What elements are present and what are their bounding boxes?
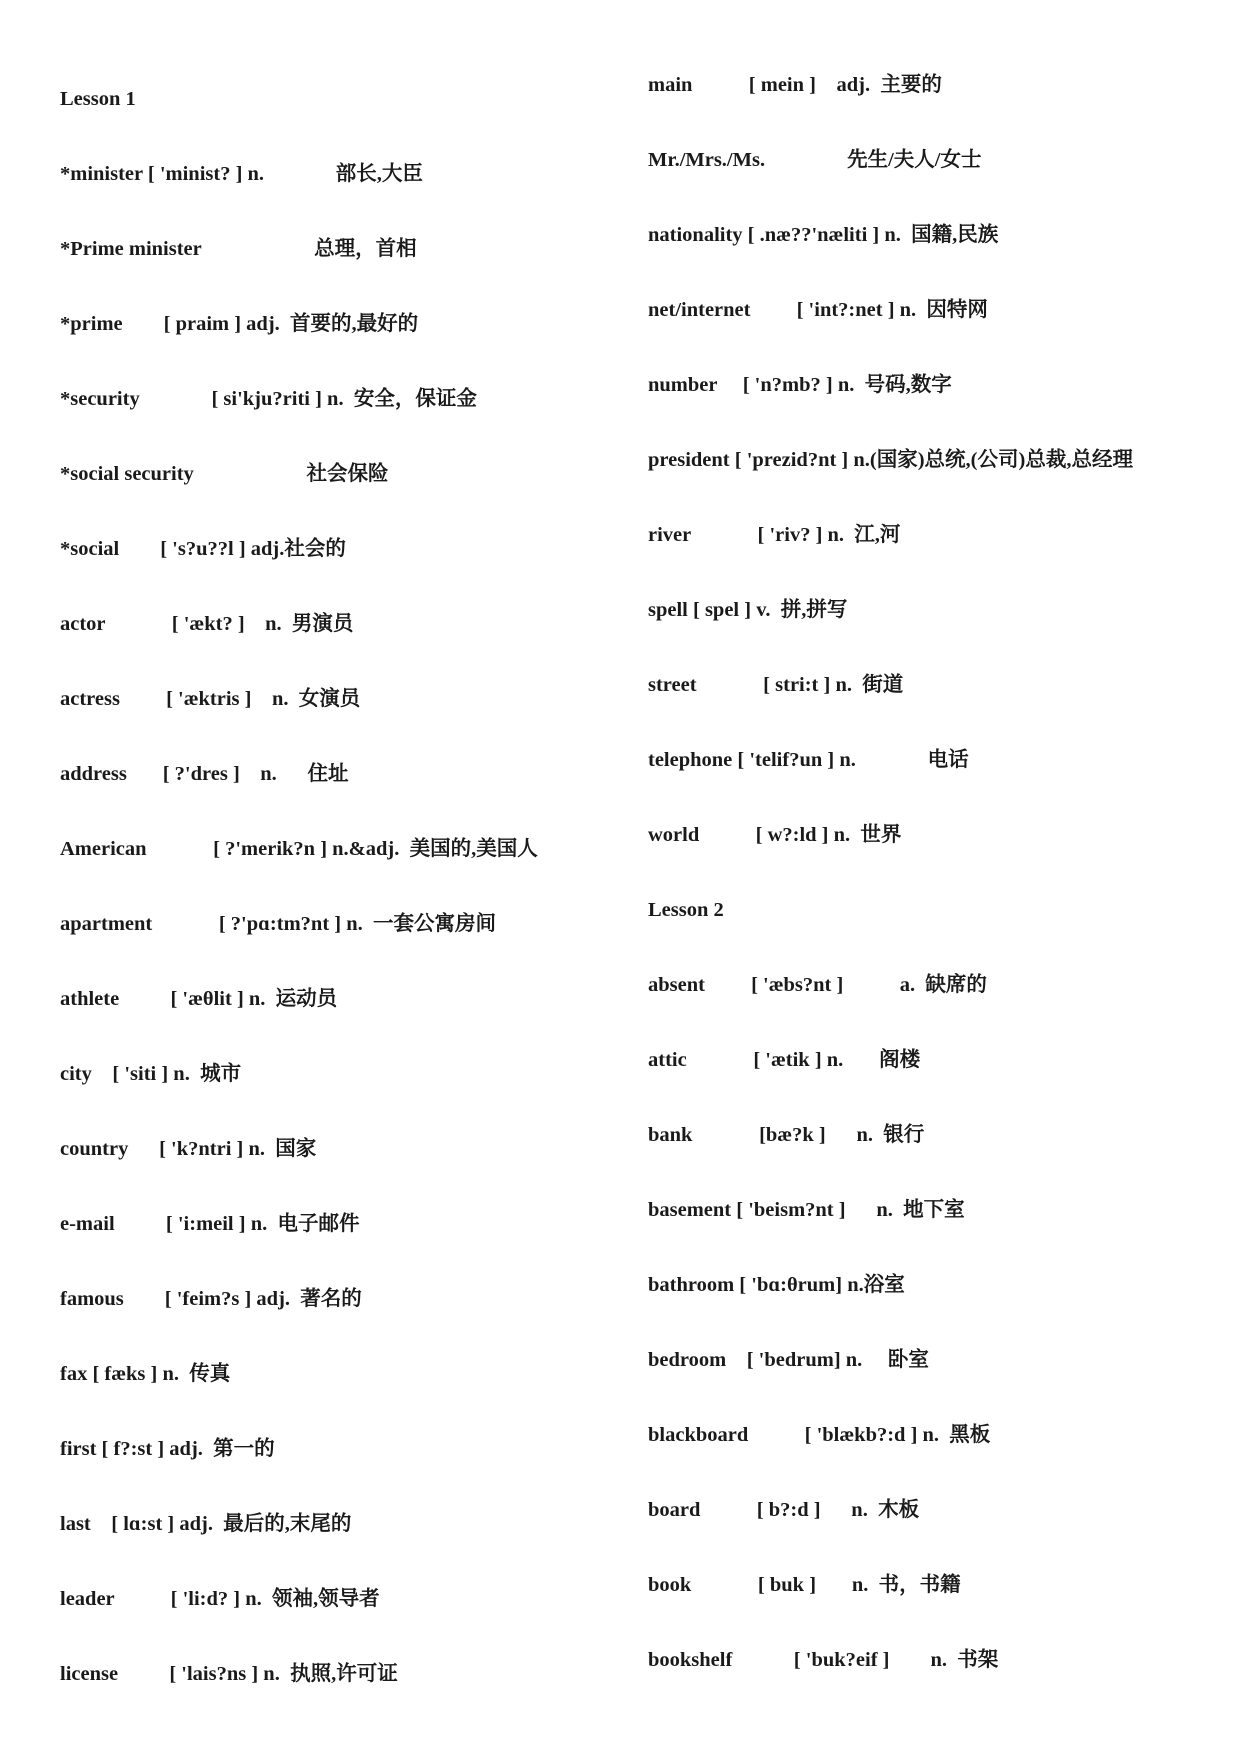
vocab-entry: Lesson 1: [60, 88, 136, 110]
vocab-entry: spell [ spel ] v. 拼,拼写: [648, 599, 848, 621]
vocab-entry: *social security 社会保险: [60, 463, 389, 485]
left-column: [60, 86, 620, 1736]
vocab-entry: first [ f?:st ] adj. 第一的: [60, 1438, 275, 1460]
vocab-entry: actor [ 'ækt? ] n. 男演员: [60, 613, 354, 635]
vocab-entry: Lesson 2: [648, 899, 724, 921]
vocab-entry: e-mail [ 'i:meil ] n. 电子邮件: [60, 1213, 360, 1235]
vocab-entry: bank [bæ?k ] n. 银行: [648, 1124, 925, 1146]
vocab-entry: *minister [ 'minist? ] n. 部长,大臣: [60, 163, 423, 185]
vocab-entry: American [ ?'merik?n ] n.&adj. 美国的,美国人: [60, 838, 538, 860]
vocab-entry: *Prime minister 总理，首相: [60, 238, 417, 260]
right-column: [648, 72, 1233, 1722]
vocab-entry: book [ buk ] n. 书，书籍: [648, 1574, 961, 1596]
vocab-entry: street [ stri:t ] n. 街道: [648, 674, 904, 696]
vocab-entry: actress [ 'æktris ] n. 女演员: [60, 688, 361, 710]
vocab-entry: leader [ 'li:d? ] n. 领袖,领导者: [60, 1588, 380, 1610]
vocab-entry: nationality [ .næ??'næliti ] n. 国籍,民族: [648, 224, 999, 246]
vocab-entry: number [ 'n?mb? ] n. 号码,数字: [648, 374, 952, 396]
vocab-entry: bathroom [ 'bɑ:θrum] n.浴室: [648, 1274, 905, 1296]
vocab-entry: apartment [ ?'pɑ:tm?nt ] n. 一套公寓房间: [60, 913, 496, 935]
vocab-entry: country [ 'k?ntri ] n. 国家: [60, 1138, 317, 1160]
vocab-entry: famous [ 'feim?s ] adj. 著名的: [60, 1288, 362, 1310]
vocab-entry: attic [ 'ætik ] n. 阁楼: [648, 1049, 921, 1071]
vocab-entry: *security [ si'kju?riti ] n. 安全，保证金: [60, 388, 477, 410]
vocab-entry: city [ 'siti ] n. 城市: [60, 1063, 242, 1085]
vocab-entry: blackboard [ 'blækb?:d ] n. 黑板: [648, 1424, 991, 1446]
vocab-entry: world [ w?:ld ] n. 世界: [648, 824, 902, 846]
vocab-entry: fax [ fæks ] n. 传真: [60, 1363, 231, 1385]
vocab-entry: river [ 'riv? ] n. 江,河: [648, 524, 901, 546]
vocab-entry: bedroom [ 'bedrum] n. 卧室: [648, 1349, 929, 1371]
vocab-entry: main [ mein ] adj. 主要的: [648, 74, 942, 96]
vocab-entry: bookshelf [ 'buk?eif ] n. 书架: [648, 1649, 999, 1671]
vocab-entry: president [ 'prezid?nt ] n.(国家)总统,(公司)总裁,总经理: [648, 449, 1133, 471]
vocab-entry: address [ ?'dres ] n. 住址: [60, 763, 349, 785]
vocab-entry: absent [ 'æbs?nt ] a. 缺席的: [648, 974, 987, 996]
vocab-entry: basement [ 'beism?nt ] n. 地下室: [648, 1199, 965, 1221]
vocab-entry: athlete [ 'æθlit ] n. 运动员: [60, 988, 338, 1010]
vocab-entry: *social [ 's?u??l ] adj.社会的: [60, 538, 346, 560]
vocab-entry: board [ b?:d ] n. 木板: [648, 1499, 920, 1521]
vocab-entry: Mr./Mrs./Ms. 先生/夫人/女士: [648, 149, 982, 171]
vocab-entry: last [ lɑ:st ] adj. 最后的,末尾的: [60, 1513, 352, 1535]
vocab-entry: license [ 'lais?ns ] n. 执照,许可证: [60, 1663, 398, 1685]
vocab-entry: telephone [ 'telif?un ] n. 电话: [648, 749, 969, 771]
vocab-entry: *prime [ praim ] adj. 首要的,最好的: [60, 313, 419, 335]
vocab-entry: net/internet [ 'int?:net ] n. 因特网: [648, 299, 988, 321]
